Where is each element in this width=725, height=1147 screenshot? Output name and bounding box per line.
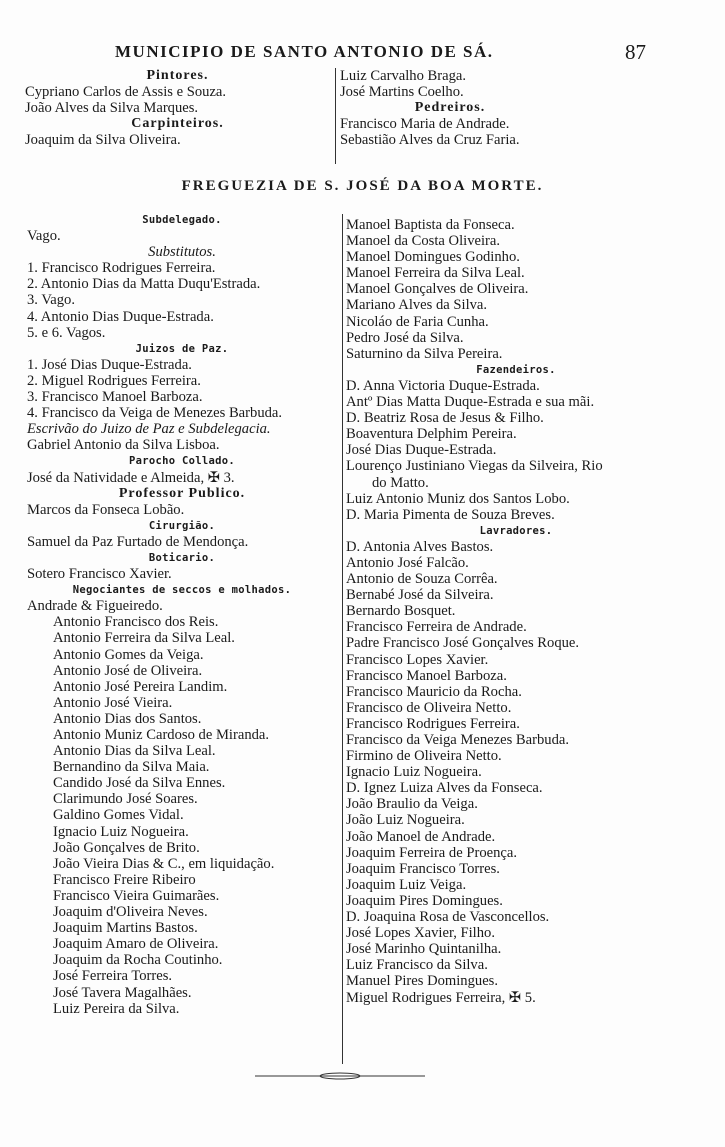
list-entry: Joaquim da Silva Oliveira. [25, 132, 181, 149]
list-entry: Boaventura Delphim Pereira. [346, 426, 517, 443]
page-number: 87 [625, 40, 646, 64]
top-left-column [25, 68, 330, 148]
list-entry: João Vieira Dias & C., em liquidação. [53, 855, 275, 872]
list-entry: Sotero Francisco Xavier. [27, 566, 172, 583]
list-entry: Clarimundo José Soares. [53, 791, 198, 808]
list-entry: Francisco Vieira Guimarães. [53, 887, 220, 904]
section-heading: Parocho Collado. [129, 455, 235, 468]
list-entry: Padre Francisco José Gonçalves Roque. [346, 635, 580, 652]
list-entry: Manuel Pires Domingues. [346, 973, 499, 990]
list-entry: Bernandino da Silva Maia. [53, 759, 210, 776]
list-entry: Francisco Lopes Xavier. [346, 651, 489, 668]
list-entry: 1. Francisco Rodrigues Ferreira. [27, 260, 216, 277]
column-divider [342, 214, 343, 1064]
list-entry: Ignacio Luiz Nogueira. [53, 823, 189, 840]
list-entry: Joaquim Ferreira de Proença. [346, 844, 518, 861]
list-entry: Antonio José Pereira Landim. [53, 678, 228, 695]
list-entry: 2. Miguel Rodrigues Ferreira. [27, 372, 201, 389]
list-entry: Vago. [27, 228, 61, 245]
list-entry: Antonio José Falcão. [346, 554, 469, 571]
list-entry: Pedro José da Silva. [346, 329, 464, 346]
list-entry: Francisco Ferreira de Andrade. [346, 619, 527, 636]
list-entry: Luiz Francisco da Silva. [346, 957, 488, 974]
section-heading: Subdelegado. [142, 214, 222, 226]
list-entry: Joaquim da Rocha Coutinho. [53, 952, 223, 969]
list-entry: D. Ignez Luiza Alves da Fonseca. [346, 780, 543, 797]
list-entry: Andrade & Figueiredo. [27, 598, 163, 615]
list-entry: José Tavera Magalhães. [53, 984, 192, 1001]
list-entry: Antonio José de Oliveira. [53, 662, 203, 679]
list-entry: Antº Dias Matta Duque-Estrada e sua mãi. [346, 394, 595, 411]
list-entry: Antonio Gomes da Veiga. [53, 646, 204, 663]
list-entry: 3. Vago. [27, 292, 75, 309]
list-entry: Antonio de Souza Corrêa. [346, 571, 498, 588]
list-entry: Joaquim d'Oliveira Neves. [53, 904, 208, 921]
list-entry: Firmino de Oliveira Netto. [346, 748, 502, 765]
ornament-rule [255, 1072, 425, 1080]
section-heading: Negociantes de seccos e molhados. [72, 584, 292, 597]
list-entry: Francisco Rodrigues Ferreira. [346, 715, 520, 732]
section-heading: Pintores. [146, 68, 209, 83]
list-entry: João Gonçalves de Brito. [53, 839, 200, 856]
section-heading: Substitutos. [148, 244, 216, 261]
list-entry: Francisco Manoel Barboza. [346, 667, 507, 684]
section-heading: Pedreiros. [414, 100, 486, 116]
list-entry: Joaquim Martins Bastos. [53, 920, 198, 937]
list-entry: Antonio Francisco dos Reis. [53, 614, 219, 631]
list-entry: Antonio Dias da Silva Leal. [53, 743, 216, 760]
list-entry: Bernardo Bosquet. [346, 603, 456, 620]
list-entry: Francisco Maria de Andrade. [340, 116, 510, 133]
list-entry: do Matto. [372, 474, 429, 491]
list-entry: Antonio José Vieira. [53, 694, 173, 711]
section-title: FREGUEZIA DE S. JOSÉ DA BOA MORTE. [181, 178, 544, 194]
section-heading: Lavradores. [479, 524, 553, 537]
list-entry: Francisco Mauricio da Rocha. [346, 683, 522, 700]
list-entry: Nicoláo de Faria Cunha. [346, 313, 489, 330]
list-entry: Francisco da Veiga Menezes Barbuda. [346, 732, 570, 748]
running-header: MUNICIPIO DE SANTO ANTONIO DE SÁ. [115, 42, 494, 61]
list-entry: Manoel da Costa Oliveira. [346, 233, 501, 250]
list-entry: José Martins Coelho. [340, 84, 464, 101]
list-entry: Miguel Rodrigues Ferreira, ✠ 5. [346, 989, 536, 1006]
list-entry: Gabriel Antonio da Silva Lisboa. [27, 437, 220, 454]
section-heading: Escrivão do Juizo de Paz e Subdelegacia. [27, 421, 271, 438]
list-entry: 2. Antonio Dias da Matta Duqu'Estrada. [27, 276, 261, 293]
list-entry: Samuel da Paz Furtado de Mendonça. [27, 533, 249, 550]
list-entry: Bernabé José da Silveira. [346, 587, 494, 604]
list-entry: João Manoel de Andrade. [346, 828, 496, 845]
list-entry: 4. Antonio Dias Duque-Estrada. [27, 308, 214, 325]
list-entry: Mariano Alves da Silva. [346, 297, 488, 314]
list-entry: José Dias Duque-Estrada. [346, 442, 497, 459]
list-entry: Cypriano Carlos de Assis e Souza. [25, 84, 227, 101]
list-entry: D. Antonia Alves Bastos. [346, 538, 494, 555]
list-entry: Galdino Gomes Vidal. [53, 807, 184, 824]
list-entry: João Alves da Silva Marques. [25, 100, 199, 117]
list-entry: Francisco de Oliveira Netto. [346, 699, 512, 716]
list-entry: D. Maria Pimenta de Souza Breves. [346, 506, 555, 523]
list-entry: Antonio Ferreira da Silva Leal. [53, 630, 235, 647]
list-entry: 5. e 6. Vagos. [27, 324, 106, 341]
list-entry: Francisco Freire Ribeiro [53, 871, 196, 888]
section-heading: Boticario. [148, 551, 216, 564]
list-entry: D. Anna Victoria Duque-Estrada. [346, 377, 540, 394]
list-entry: D. Joaquina Rosa de Vasconcellos. [346, 909, 550, 926]
list-entry: Joaquim Pires Domingues. [346, 892, 503, 909]
column-divider [335, 68, 336, 164]
list-entry: Manoel Gonçalves de Oliveira. [346, 281, 529, 298]
right-column [346, 217, 686, 1006]
list-entry: Joaquim Francisco Torres. [346, 860, 500, 877]
list-entry: José da Natividade e Almeida, ✠ 3. [27, 469, 235, 486]
section-heading: Cirurgião. [148, 519, 216, 532]
list-entry: 3. Francisco Manoel Barboza. [27, 389, 203, 406]
section-heading: Carpinteiros. [131, 116, 224, 132]
list-entry: Antonio Muniz Cardoso de Miranda. [53, 727, 270, 743]
section-heading: Professor Publico. [118, 485, 246, 501]
list-entry: Ignacio Luiz Nogueira. [346, 764, 482, 781]
list-entry: João Braulio da Veiga. [346, 796, 478, 813]
list-entry: Manoel Baptista da Fonseca. [346, 217, 515, 233]
list-entry: Marcos da Fonseca Lobão. [27, 501, 185, 518]
list-entry: José Ferreira Torres. [53, 968, 173, 985]
list-entry: Antonio Dias dos Santos. [53, 710, 202, 727]
list-entry: Lourenço Justiniano Viegas da Silveira, Rio [346, 458, 603, 475]
list-entry: Candido José da Silva Ennes. [53, 775, 226, 792]
list-entry: D. Beatriz Rosa de Jesus & Filho. [346, 410, 544, 427]
list-entry: 4. Francisco da Veiga de Menezes Barbuda. [27, 405, 283, 422]
list-entry: Manoel Ferreira da Silva Leal. [346, 265, 525, 282]
list-entry: Manoel Domingues Godinho. [346, 249, 520, 266]
list-entry: Joaquim Amaro de Oliveira. [53, 936, 219, 953]
section-heading: Fazendeiros. [476, 363, 556, 376]
list-entry: Luiz Antonio Muniz dos Santos Lobo. [346, 490, 570, 507]
list-entry: João Luiz Nogueira. [346, 812, 465, 829]
list-entry: Joaquim Luiz Veiga. [346, 876, 467, 893]
list-entry: 1. José Dias Duque-Estrada. [27, 356, 192, 373]
list-entry: José Lopes Xavier, Filho. [346, 925, 495, 942]
list-entry: José Marinho Quintanilha. [346, 941, 502, 958]
list-entry: Luiz Carvalho Braga. [340, 68, 467, 84]
top-right-column [340, 68, 560, 148]
list-entry: Sebastião Alves da Cruz Faria. [340, 132, 520, 149]
left-column [27, 212, 337, 1017]
list-entry: Saturnino da Silva Pereira. [346, 345, 503, 362]
list-entry: Luiz Pereira da Silva. [53, 1000, 180, 1017]
section-heading: Juizos de Paz. [135, 342, 229, 355]
